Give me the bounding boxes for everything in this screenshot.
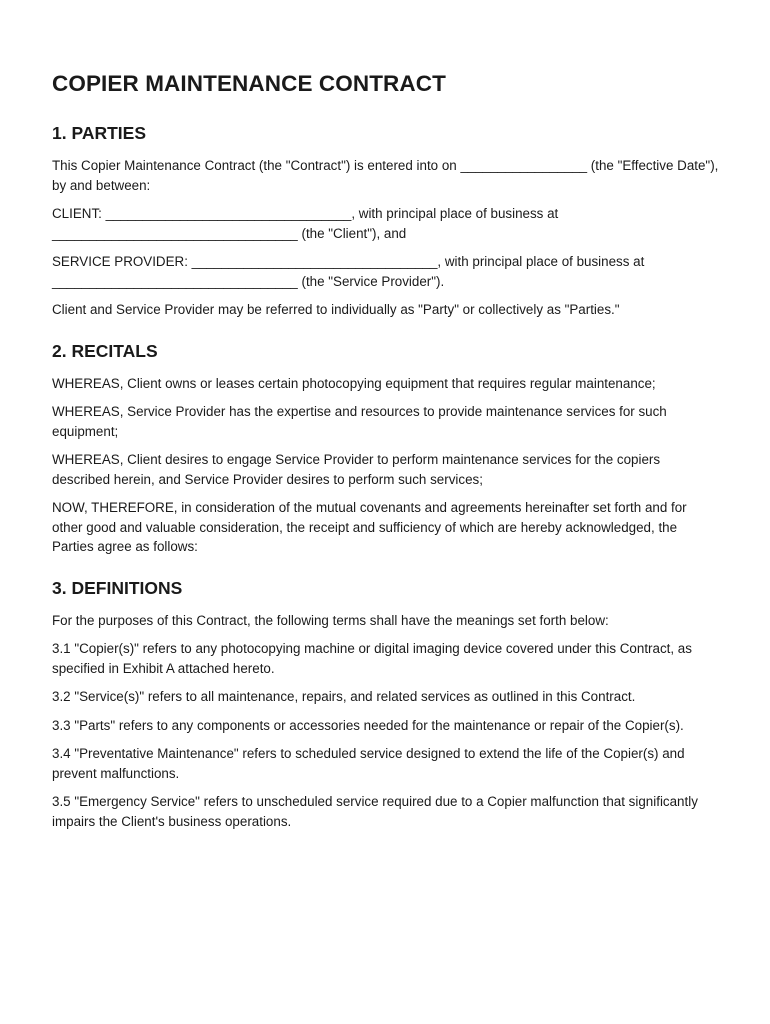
client-paragraph: CLIENT: _________________________________, with principal place of business at _________________________________ (the "Client"), and bbox=[52, 206, 559, 241]
recital-paragraph: NOW, THEREFORE, in consideration of the mutual covenants and agreements hereinafter set forth and for other good and valuable consideration, the receipt and sufficiency of which are hereby acknowledged, the Parties agree as follows: bbox=[52, 500, 687, 554]
document-title: COPIER MAINTENANCE CONTRACT bbox=[52, 71, 446, 96]
recital-paragraph: WHEREAS, Client desires to engage Service Provider to perform maintenance services for the copiers described herein, and Service Provider desires to perform such services; bbox=[52, 452, 661, 487]
section-heading-definitions: 3. DEFINITIONS bbox=[52, 577, 183, 598]
parties-reference-paragraph: Client and Service Provider may be referred to individually as "Party" or collectively as "Parties." bbox=[52, 302, 620, 317]
definition-paragraph: 3.1 "Copier(s)" refers to any photocopying machine or digital imaging device covered under this Contract, as specified in Exhibit A attached hereto. bbox=[52, 641, 692, 676]
section-heading-recitals: 2. RECITALS bbox=[52, 340, 158, 361]
recital-paragraph: WHEREAS, Client owns or leases certain photocopying equipment that requires regular maintenance; bbox=[52, 375, 656, 391]
section-parties bbox=[52, 122, 720, 320]
service-provider-paragraph: SERVICE PROVIDER: _________________________________, with principal place of business at _________________________________ (the "Service Provider"). bbox=[52, 254, 645, 289]
definition-paragraph: 3.3 "Parts" refers to any components or accessories needed for the maintenance or repair of the Copier(s). bbox=[52, 717, 684, 733]
parties-intro-paragraph: This Copier Maintenance Contract (the "Contract") is entered into on _________________ (the "Effective Date"), by and between: bbox=[52, 158, 719, 193]
definition-paragraph: 3.5 "Emergency Service" refers to unscheduled service required due to a Copier malfunction that significantly impairs the Client's business operations. bbox=[52, 794, 698, 829]
recital-paragraph: WHEREAS, Service Provider has the expertise and resources to provide maintenance services for such equipment; bbox=[52, 404, 667, 439]
definition-paragraph: 3.4 "Preventative Maintenance" refers to scheduled service designed to extend the life of the Copier(s) and prevent malfunctions. bbox=[52, 746, 685, 781]
definitions-intro-paragraph: For the purposes of this Contract, the following terms shall have the meanings set forth below: bbox=[52, 612, 609, 628]
section-heading-parties: 1. PARTIES bbox=[52, 123, 147, 143]
section-definitions bbox=[52, 577, 720, 832]
definition-paragraph: 3.2 "Service(s)" refers to all maintenance, repairs, and related services as outlined in this Contract. bbox=[52, 689, 636, 704]
section-recitals bbox=[52, 340, 720, 557]
